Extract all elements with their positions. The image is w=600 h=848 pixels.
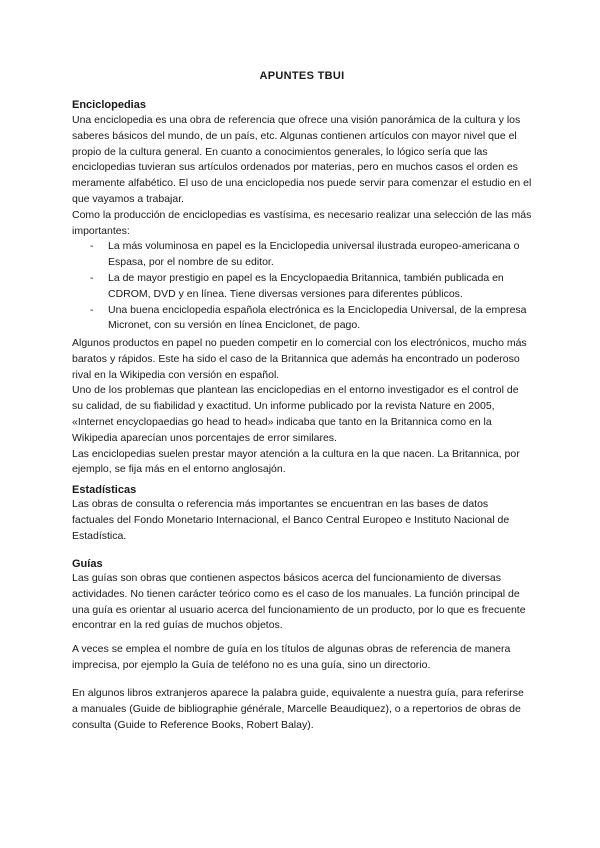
enciclopedias-list [72, 239, 532, 334]
enciclopedias-paragraph-2: Algunos productos en papel no pueden competir en lo comercial con los electrónicos, mucho más baratos y rápidos. Este ha sido el caso de la Britannica que además ha encontrado un poderoso rival en la Wikipedia con versión en español. [72, 337, 527, 381]
enciclopedias-lead: Como la producción de enciclopedias es vastísima, es necesario realizar una selección de las más importantes: [72, 208, 532, 237]
estadisticas-paragraph: Las obras de consulta o referencia más importantes se encuentran en las bases de datos factuales del Fondo Monetario Internacional, el Banco Central Europeo e Instituto Nacional de Estadística. [72, 498, 510, 542]
estadisticas-block [72, 497, 532, 544]
guias-paragraph-2: A veces se emplea el nombre de guía en los títulos de algunas obras de referencia de manera imprecisa, por ejemplo la Guía de teléfono no es una guía, sino un directorio. [72, 643, 511, 671]
heading-estadisticas: Estadísticas [72, 484, 137, 496]
enciclopedias-paragraph-4: Las enciclopedias suelen prestar mayor atención a la cultura en la que nacen. La Britannica, por ejemplo, se fija más en el entorno anglosajón. [72, 447, 520, 476]
guias-block-1 [72, 571, 532, 634]
list-item: - La más voluminosa en papel es la Enciclopedia universal ilustrada europeo-americana o Espasa, por el nombre de su editor. [72, 239, 532, 271]
heading-enciclopedias: Enciclopedias [72, 99, 146, 111]
enciclopedias-intro: Una enciclopedia es una obra de referencia que ofrece una visión panorámica de la cultura y los saberes básicos del mundo, de un país, etc. Algunas contienen artículos con mayor nivel que el propio de la cultura general. En cuanto a conocimientos generales, lo lógico sería que las enciclopedias tuvieran sus artículos ordenados por materias, pero en muchos casos el orden es meramente alfabético. El uso de una enciclopedia nos puede servir para comenzar el estudio en el que vayamos a trabajar. [72, 114, 532, 205]
guias-block-3 [72, 686, 532, 733]
guias-paragraph-1: Las guías son obras que contienen aspectos básicos acerca del funcionamiento de diversas actividades. No tienen carácter teórico como es el caso de los manuales. La función principal de una guía es orientar al usuario acerca del funcionamiento de un producto, por lo que es frecuente encontrar en la red guías de muchos objetos. [72, 572, 526, 632]
guias-block-2 [72, 642, 532, 674]
enciclopedias-block-2 [72, 336, 532, 478]
guias-paragraph-3: En algunos libros extranjeros aparece la palabra guide, equivalente a nuestra guía, para referirse a manuales (Guide de bibliographie générale, Marcelle Beaudiquez), o a repertorios de obras de consulta (Guide to Reference Books, Robert Balay). [72, 687, 524, 731]
enciclopedias-block [72, 113, 532, 334]
heading-guias: Guías [72, 558, 103, 570]
list-item: - Una buena enciclopedia española electrónica es la Enciclopedia Universal, de la empresa Micronet, con su versión en línea Enciclonet, de pago. [72, 303, 532, 335]
page-title: APUNTES TBUI [259, 70, 345, 82]
enciclopedias-paragraph-3: Uno de los problemas que plantean las enciclopedias en el entorno investigador es el control de su calidad, de su fiabilidad y exactitud. Un informe publicado por la revista Nature en 2005, «Internet encyclopaedias go head to head» indicaba que tanto en la Britannica como en la Wikipedia aparecían unos porcentajes de error similares. [72, 384, 519, 444]
list-item: - La de mayor prestigio en papel es la Encyclopaedia Britannica, también publicada en CDROM, DVD y en línea. Tiene diversas versiones para diferentes públicos. [72, 271, 532, 303]
